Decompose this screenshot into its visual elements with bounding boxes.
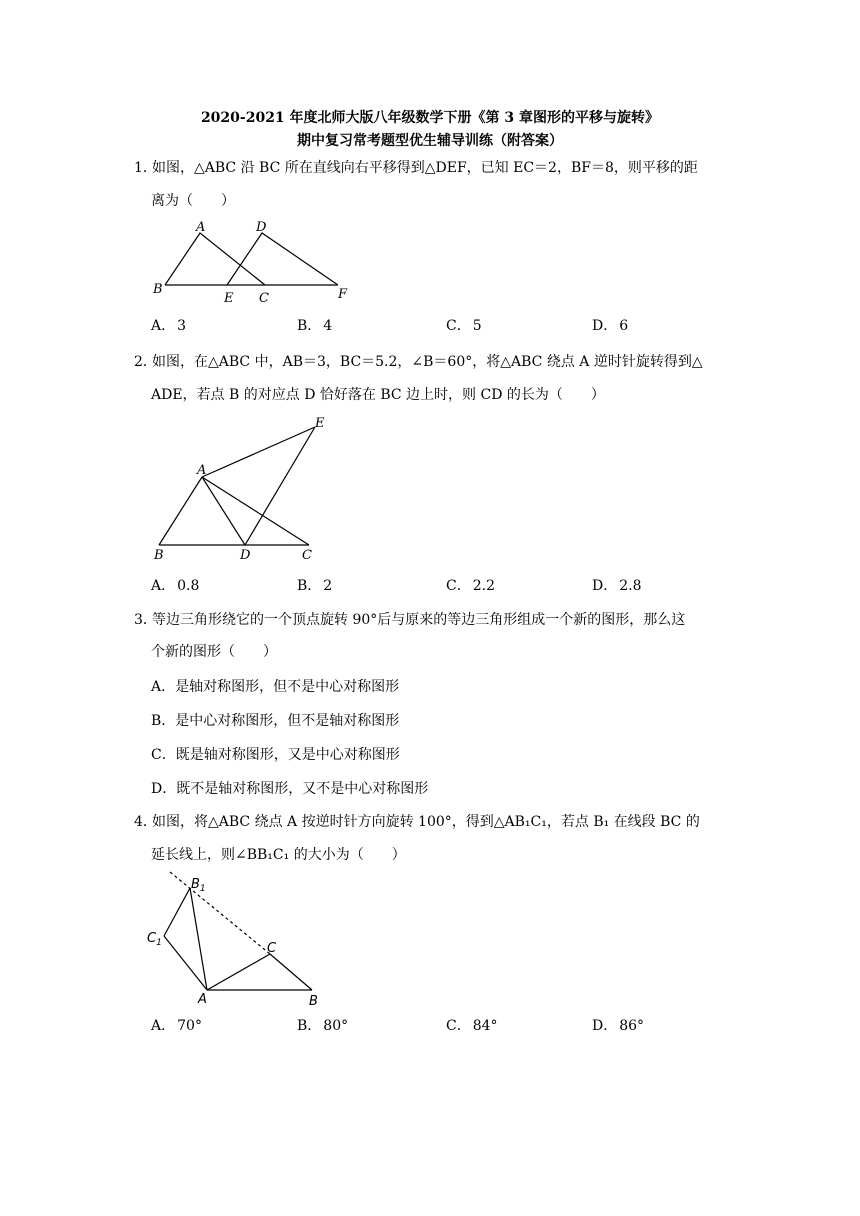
q3-option-a: A．是轴对称图形，但不是中心对称图形 (151, 679, 400, 695)
figure-rotation-ab1c1 (145, 868, 335, 1008)
question-2-continuation: ADE，若点 B 的对应点 D 恰好落在 BC 边上时，则 CD 的长为（ ） (151, 387, 605, 403)
label-b1: $B_1$ (191, 877, 206, 894)
label-c: C (302, 548, 312, 563)
q3-option-d: D．既不是轴对称图形，又不是中心对称图形 (151, 781, 429, 797)
question-4 (134, 806, 734, 838)
label-e: E (315, 416, 325, 431)
label-d: D (240, 548, 251, 563)
question-number: 3． (134, 612, 157, 628)
label-c: C (267, 941, 277, 956)
question-number: 4． (134, 814, 157, 830)
label-c1: $C_1$ (147, 931, 162, 948)
question-text: 等边三角形绕它的一个顶点旋转 90°后与原来的等边三角形组成一个新的图形，那么这 (152, 612, 686, 628)
q2-option-d: D． 2.8 (592, 578, 642, 594)
figure-translation (145, 218, 360, 308)
q4-option-a: A． 70° (151, 1018, 202, 1034)
q2-option-a: A． 0.8 (151, 578, 200, 594)
q1-option-c: C． 5 (446, 318, 482, 334)
q3-option-b: B．是中心对称图形，但不是轴对称图形 (151, 713, 400, 729)
q1-option-b: B． 4 (297, 318, 333, 334)
question-number: 1． (134, 160, 157, 176)
q1-option-d: D． 6 (592, 318, 629, 334)
label-b: B (309, 994, 318, 1008)
question-2 (134, 346, 734, 378)
q4-option-b: B． 80° (297, 1018, 349, 1034)
doc-title-line1: 2020-2021 年度北师大版八年级数学下册《第 3 章图形的平移与旋转》 (200, 110, 660, 126)
q2-option-c: C． 2.2 (446, 578, 495, 594)
question-1-continuation: 离为（ ） (151, 193, 235, 209)
question-3 (134, 604, 734, 636)
q2-option-b: B． 2 (297, 578, 333, 594)
doc-title-line2: 期中复习常考题型优生辅导训练（附答案） (297, 133, 563, 149)
label-c: C (259, 291, 269, 306)
question-text: 如图，在△ABC 中，AB＝3，BC＝5.2，∠B＝60°，将△ABC 绕点 A 逆时针旋转得到△ (152, 354, 703, 370)
label-d: D (256, 220, 267, 235)
question-text: 如图，△ABC 沿 BC 所在直线向右平移得到△DEF，已知 EC＝2，BF＝8，则平移的距 (152, 160, 698, 176)
label-a: A (197, 463, 207, 478)
question-4-continuation: 延长线上，则∠BB₁C₁ 的大小为（ ） (151, 847, 406, 863)
q1-option-a: A． 3 (151, 318, 187, 334)
question-number: 2． (134, 354, 157, 370)
figure-rotation-ade (145, 413, 345, 563)
question-1 (134, 152, 734, 184)
question-text: 如图，将△ABC 绕点 A 按逆时针方向旋转 100°，得到△AB₁C₁，若点 B₁ 在线段 BC 的 (152, 814, 700, 830)
label-a: A (198, 992, 207, 1007)
label-e: E (224, 291, 234, 306)
label-a: A (196, 220, 206, 235)
label-f: F (338, 287, 348, 302)
question-3-continuation: 个新的图形（ ） (151, 644, 277, 660)
label-b: B (153, 282, 163, 297)
label-b: B (154, 548, 164, 563)
q4-option-d: D． 86° (592, 1018, 645, 1034)
q4-option-c: C． 84° (446, 1018, 498, 1034)
q3-option-c: C．既是轴对称图形，又是中心对称图形 (151, 747, 400, 763)
